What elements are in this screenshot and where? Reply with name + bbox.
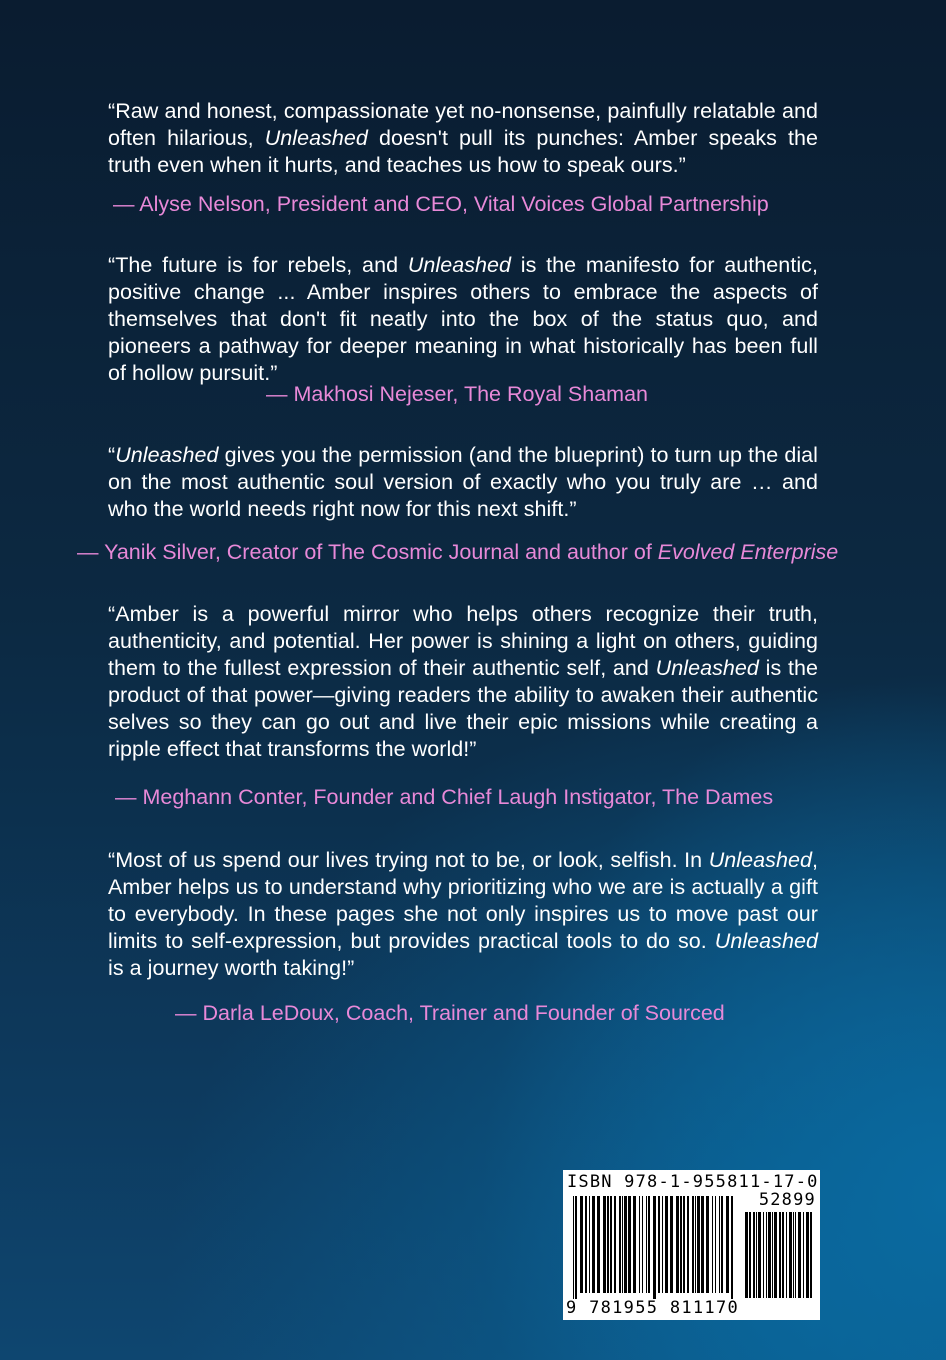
barcode-bar [607,1196,609,1293]
addon-barcode-bar [772,1212,773,1298]
addon-barcode-bar [763,1212,764,1298]
barcode-bar [573,1196,574,1299]
book-title: Unleashed [264,126,368,150]
quote-text: “ [108,443,116,467]
quote-text: is a journey worth taking!” [108,956,355,980]
barcode-bar [633,1196,636,1293]
price-code: 52899 [758,1190,816,1210]
barcode-bar [610,1196,612,1293]
quote-text: “Amber is a powerful mirror who helps others recognize their truth, authenticity, and potential. Her power is shining a light on others, guiding them to the fullest expression of their authentic self, and [108,602,818,680]
quote-text: “The future is for rebels, and [108,253,408,277]
addon-barcode-bar [782,1212,784,1298]
addon-barcode-bar [806,1212,809,1298]
addon-barcode-bar [774,1212,777,1298]
barcode-bar [680,1196,682,1293]
barcode-bar [580,1196,583,1293]
barcode-bar [683,1196,685,1293]
testimonial-attribution-2: — Makhosi Nejeser, The Royal Shaman [266,382,649,406]
barcode-bar [603,1196,606,1293]
barcode-bar [721,1196,723,1293]
addon-barcode-bar [798,1212,801,1298]
book-title: Unleashed [714,929,818,953]
barcode-bar [719,1196,720,1293]
addon-barcode-bar [803,1212,804,1298]
quote-text: doesn't pull its punches: Amber speaks the truth even when it hurts, and teaches us how to speak ours.” [108,126,818,177]
addon-barcode-bar [768,1212,771,1298]
barcode-bar [624,1196,627,1293]
barcode-bar [619,1196,621,1293]
barcode-bar [712,1196,713,1293]
addon-barcode-bar [789,1212,792,1298]
barcode-bar [592,1196,595,1293]
barcode-bar [701,1196,704,1293]
addon-barcode-bar [795,1212,796,1298]
addon-barcode-bar [779,1212,781,1298]
book-title: Unleashed [655,656,759,680]
testimonial-attribution-1: — Alyse Nelson, President and CEO, Vital Voices Global Partnership [113,192,769,216]
quote-text: is the manifesto for authentic, positive change ... Amber inspires others to embrace the aspects of themselves that don't fit neatly into the box of the status quo, and pioneers a pathway for deeper meaning in what historically has been full of hollow pursuit.” [108,253,818,385]
addon-barcode-bar [758,1212,761,1298]
barcode-bar [695,1196,696,1293]
testimonial-quote-5 [108,847,818,982]
barcode-bar [726,1196,729,1293]
barcode-bar [706,1196,709,1293]
barcode-bar [687,1196,689,1293]
barcode-bar [597,1196,600,1293]
barcode-bar [670,1196,673,1293]
barcode-bar [622,1196,623,1293]
barcode-bar [585,1196,587,1293]
testimonial-quote-1 [108,98,818,179]
barcode-bar [614,1196,616,1293]
barcode-bar [715,1196,716,1293]
quote-text: is the product of that power—giving readers the ability to awaken their authentic selves so they can go out and live their epic missions while creating a ripple effect that transforms the world!” [108,656,818,761]
isbn-number: ISBN 978-1-955811-17-0 [567,1172,819,1192]
barcode-bar [648,1196,650,1293]
addon-barcode-bar [753,1212,755,1298]
addon-barcode-bar [749,1212,751,1298]
barcode-bar [653,1196,656,1299]
barcode-bar [665,1196,668,1293]
barcode-bar [639,1196,640,1293]
barcode-bar [676,1196,679,1293]
testimonial-attribution-5: — Darla LeDoux, Coach, Trainer and Founder of Sourced [175,1001,725,1025]
barcode-bar [575,1196,577,1299]
addon-barcode-bar [756,1212,757,1298]
quote-text: “Most of us spend our lives trying not to be, or look, selfish. In [108,848,709,872]
addon-barcode-bar [793,1212,794,1298]
barcode-bar [692,1196,694,1293]
barcode-bar [628,1196,631,1293]
testimonial-quote-3 [108,442,818,523]
attribution-text: — Yanik Silver, Creator of The Cosmic Journal and author of [77,540,658,564]
barcode-bar [646,1196,647,1293]
cited-book-title: Evolved Enterprise [657,540,839,564]
testimonial-attribution-4: — Meghann Conter, Founder and Chief Laugh Instigator, The Dames [115,785,774,809]
book-title: Unleashed [708,848,812,872]
barcode-bar [589,1196,590,1293]
quote-text: “Raw and honest, compassionate yet no-nonsense, painfully relatable and often hilarious, [108,99,818,150]
barcode-bar [658,1196,660,1293]
quote-text: gives you the permission (and the blueprint) to turn up the dial on the most authentic soul version of exactly who you truly are … and who the world needs right now for this next shift.” [108,443,818,521]
testimonial-attribution-3 [77,539,838,566]
barcode-bar [662,1196,663,1293]
book-title: Unleashed [407,253,512,277]
quote-text: , Amber helps us to understand why prioritizing who we are is actually a gift to everybody. In these pages she not only inspires us to move past our limits to self-expression, but provides practical tools to do so. [108,848,818,953]
barcode-bar [642,1196,643,1293]
book-title: Unleashed [115,443,219,467]
addon-barcode-bar [810,1212,812,1298]
isbn-barcode-box [563,1170,820,1320]
testimonial-quote-2 [108,252,818,387]
addon-barcode-bar [745,1212,748,1298]
testimonial-quote-4 [108,601,818,763]
addon-barcode-bar [786,1212,787,1298]
ean-digits: 9 781955 811170 [566,1298,740,1318]
barcode-bar [731,1196,733,1299]
barcode-bar [697,1196,700,1293]
addon-barcode-bar [766,1212,767,1298]
